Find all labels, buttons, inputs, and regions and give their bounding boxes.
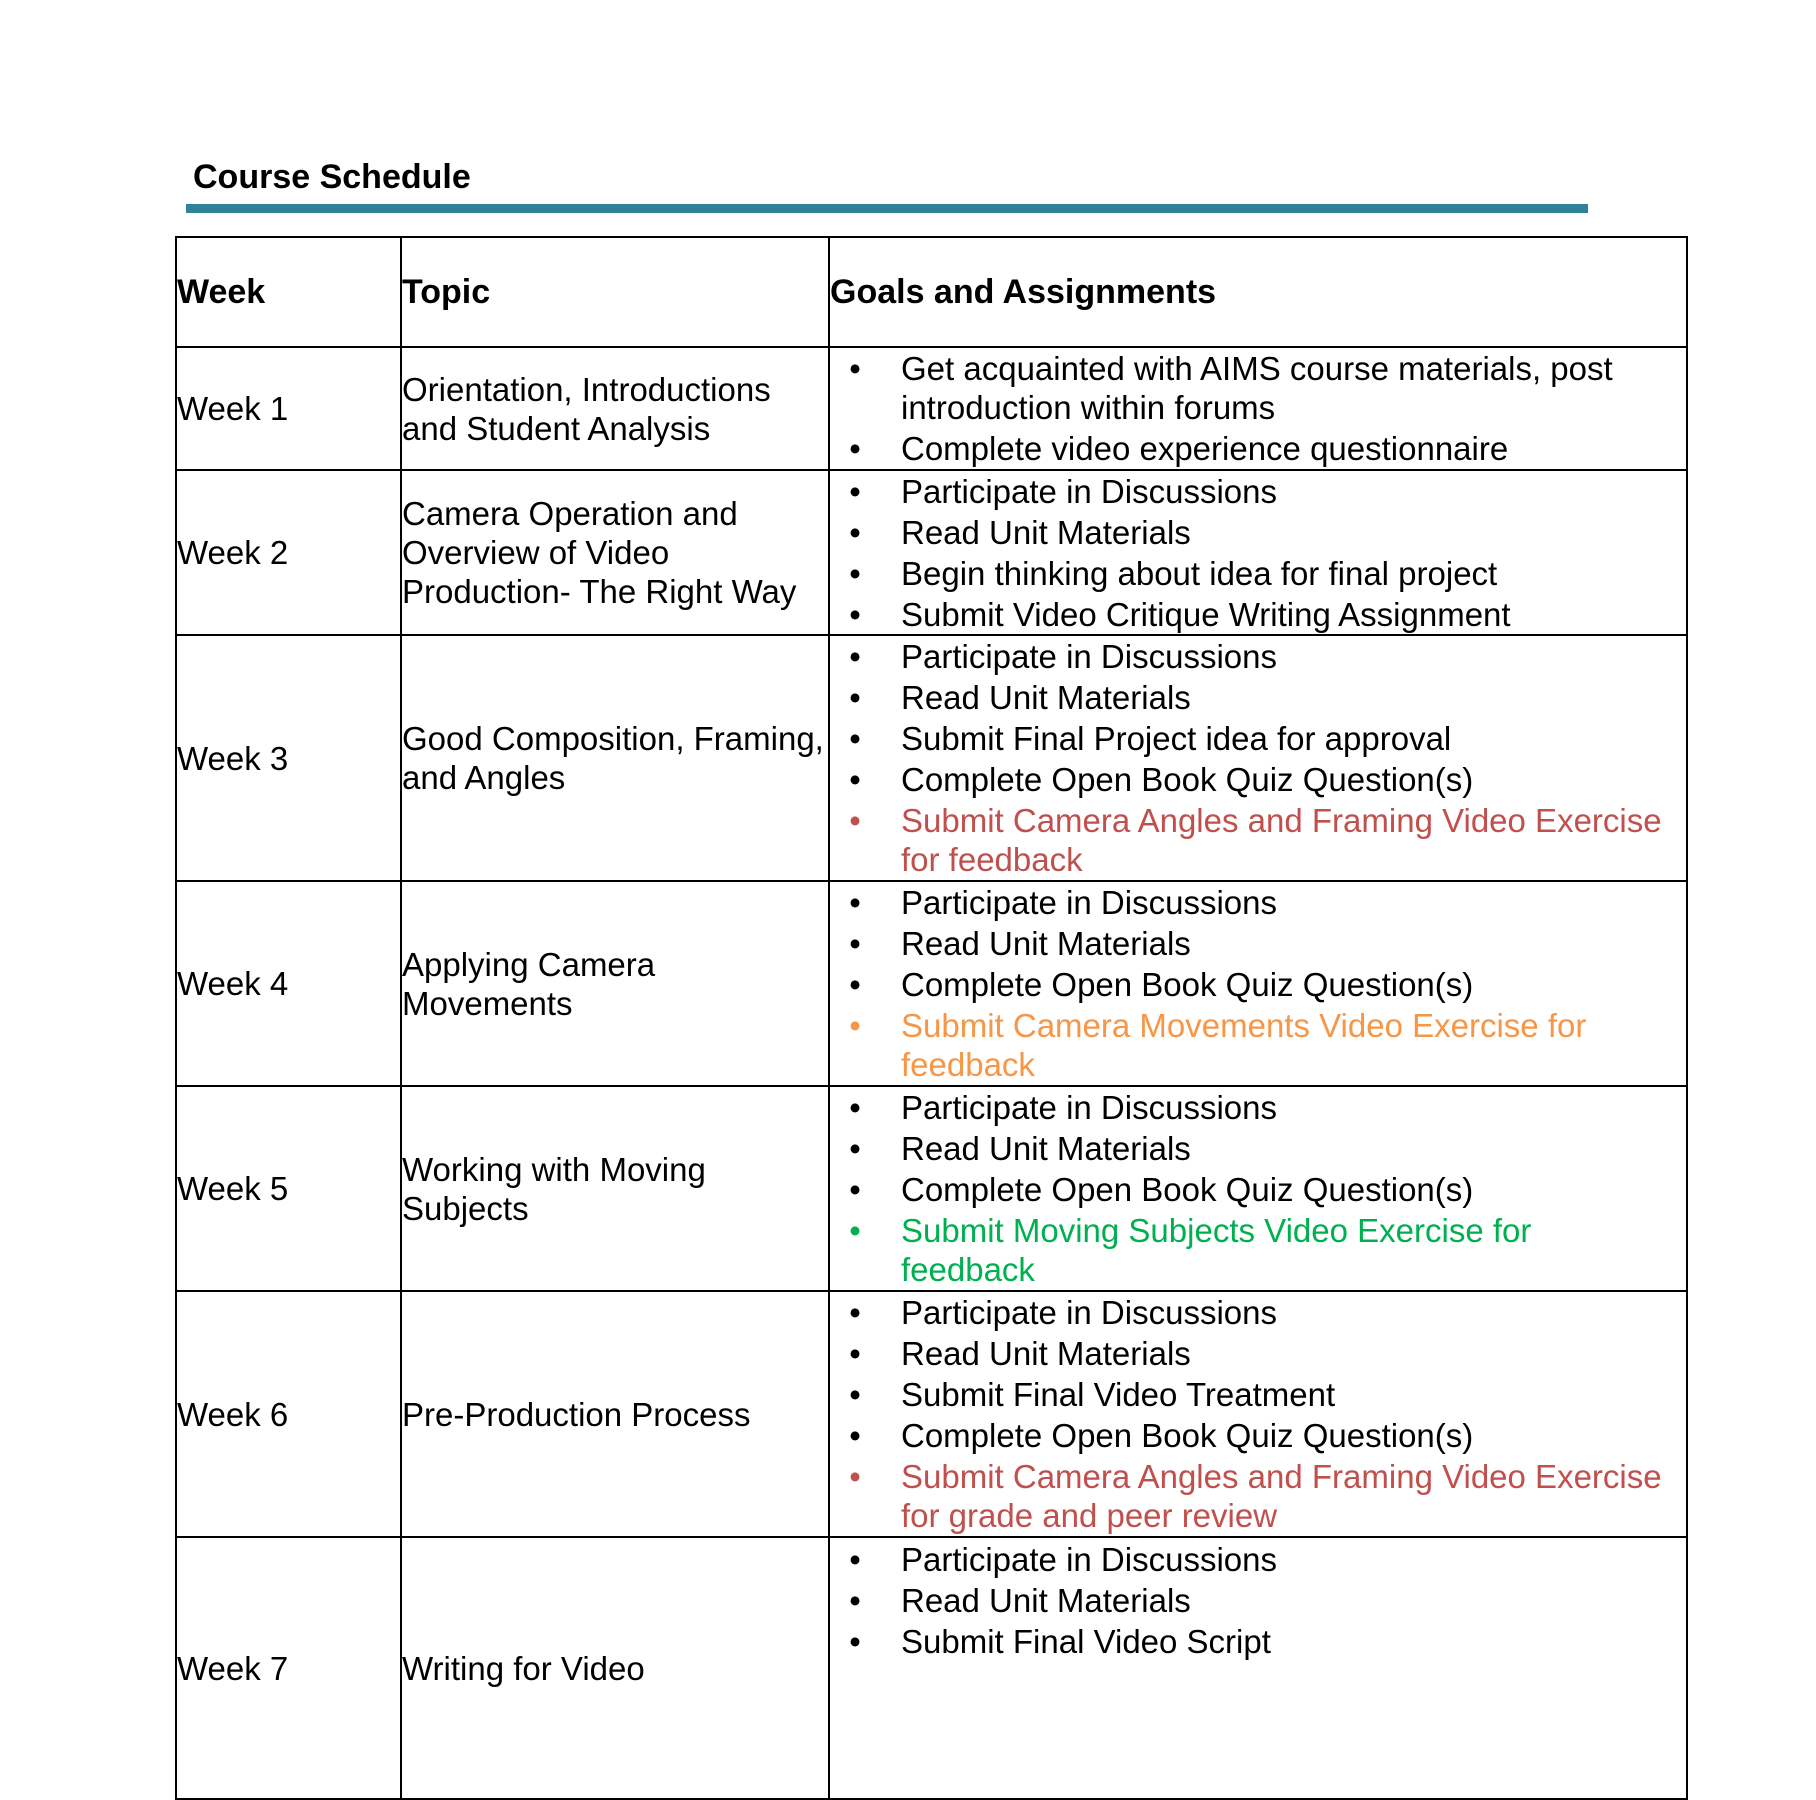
goal-item — [845, 1006, 1666, 1084]
table-row — [176, 347, 1687, 470]
goal-item — [845, 1457, 1666, 1535]
topic-cell: Applying Camera Movements — [401, 881, 829, 1086]
table-row — [176, 881, 1687, 1086]
goal-text: Participate in Discussions — [901, 638, 1277, 675]
goal-text: Read Unit Materials — [901, 679, 1191, 716]
bullet-icon: • — [849, 1541, 861, 1578]
goals-list — [830, 1538, 1686, 1661]
bullet-icon: • — [849, 1294, 861, 1331]
header-topic: Topic — [401, 237, 829, 347]
goal-text: Submit Final Video Treatment — [901, 1376, 1336, 1413]
goal-text: Complete Open Book Quiz Question(s) — [901, 1171, 1474, 1208]
goal-item — [845, 1293, 1666, 1332]
week-cell: Week 4 — [176, 881, 401, 1086]
bullet-icon: • — [849, 1376, 861, 1413]
topic-cell: Orientation, Introductions and Student Analysis — [401, 347, 829, 470]
bullet-icon: • — [849, 350, 861, 387]
goal-item — [845, 429, 1666, 468]
bullet-icon: • — [849, 1417, 861, 1454]
goal-text: Get acquainted with AIMS course materials, post introduction within forums — [901, 350, 1613, 426]
goal-text: Submit Final Video Script — [901, 1623, 1271, 1660]
goal-text: Complete Open Book Quiz Question(s) — [901, 1417, 1474, 1454]
bullet-icon: • — [849, 884, 861, 921]
topic-cell: Good Composition, Framing, and Angles — [401, 635, 829, 881]
bullet-icon: • — [849, 1335, 861, 1372]
goal-item — [845, 719, 1666, 758]
bullet-icon: • — [849, 1582, 861, 1619]
goal-text: Submit Moving Subjects Video Exercise for feedback — [901, 1212, 1532, 1288]
goals-cell — [829, 470, 1687, 635]
bullet-icon: • — [849, 679, 861, 716]
week-cell: Week 2 — [176, 470, 401, 635]
bullet-icon: • — [849, 802, 861, 839]
goal-text: Participate in Discussions — [901, 1089, 1277, 1126]
table-row — [176, 635, 1687, 881]
goal-text: Participate in Discussions — [901, 1294, 1277, 1331]
goal-text: Submit Final Project idea for approval — [901, 720, 1452, 757]
goal-item — [845, 637, 1666, 676]
goals-cell — [829, 347, 1687, 470]
bullet-icon: • — [849, 1089, 861, 1126]
goal-item — [845, 1416, 1666, 1455]
bullet-icon: • — [849, 554, 861, 592]
goals-list — [830, 349, 1686, 468]
bullet-icon: • — [849, 925, 861, 962]
goal-item — [845, 760, 1666, 799]
course-schedule-table-container — [175, 236, 1686, 1687]
goal-item — [845, 554, 1666, 593]
bullet-icon: • — [849, 761, 861, 798]
bullet-icon: • — [849, 638, 861, 675]
goal-item — [845, 965, 1666, 1004]
goal-text: Participate in Discussions — [901, 1541, 1277, 1578]
goal-text: Participate in Discussions — [901, 884, 1277, 921]
goal-item — [845, 883, 1666, 922]
goal-item — [845, 1211, 1666, 1289]
goal-item — [845, 924, 1666, 963]
table-row — [176, 1291, 1687, 1537]
goal-text: Submit Camera Movements Video Exercise for feedback — [901, 1007, 1587, 1083]
topic-cell: Pre-Production Process — [401, 1291, 829, 1537]
bullet-icon: • — [849, 720, 861, 757]
table-header-row — [176, 237, 1687, 347]
goal-text: Begin thinking about idea for final project — [901, 554, 1498, 592]
week-cell: Week 5 — [176, 1086, 401, 1291]
goal-item — [845, 1334, 1666, 1373]
header-goals: Goals and Assignments — [829, 237, 1687, 347]
goal-item — [845, 349, 1666, 427]
goals-cell — [829, 1086, 1687, 1291]
topic-cell: Working with Moving Subjects — [401, 1086, 829, 1291]
bullet-icon: • — [849, 1623, 861, 1660]
goal-text: Submit Camera Angles and Framing Video Exercise for grade and peer review — [901, 1458, 1662, 1534]
bullet-icon: • — [849, 595, 861, 633]
goal-item — [845, 678, 1666, 717]
goal-text: Read Unit Materials — [901, 925, 1191, 962]
goals-cell — [829, 635, 1687, 881]
goals-list — [830, 883, 1686, 1084]
goal-text: Read Unit Materials — [901, 1582, 1191, 1619]
goal-item — [845, 1088, 1666, 1127]
goal-text: Read Unit Materials — [901, 513, 1191, 551]
header-week: Week — [176, 237, 401, 347]
goals-cell — [829, 1291, 1687, 1537]
week-cell: Week 1 — [176, 347, 401, 470]
goal-item — [845, 472, 1666, 511]
bullet-icon: • — [849, 1007, 861, 1044]
goal-text: Complete video experience questionnaire — [901, 430, 1509, 467]
table-body — [176, 347, 1687, 1799]
bullet-icon: • — [849, 966, 861, 1003]
topic-cell: Camera Operation and Overview of Video Production- The Right Way — [401, 470, 829, 635]
goals-list — [830, 1293, 1686, 1535]
goal-item — [845, 1581, 1666, 1620]
bullet-icon: • — [849, 430, 861, 467]
bullet-icon: • — [849, 1171, 861, 1208]
goal-item — [845, 801, 1666, 879]
heading-underline — [186, 204, 1588, 213]
goal-item — [845, 1129, 1666, 1168]
goal-item — [845, 1540, 1666, 1579]
goals-list — [830, 1088, 1686, 1289]
goal-text: Read Unit Materials — [901, 1335, 1191, 1372]
goal-text: Submit Camera Angles and Framing Video Exercise for feedback — [901, 802, 1662, 878]
bullet-icon: • — [849, 472, 861, 510]
goal-text: Submit Video Critique Writing Assignment — [901, 595, 1511, 633]
goals-list — [830, 637, 1686, 879]
table-row — [176, 1537, 1687, 1799]
bullet-icon: • — [849, 1458, 861, 1495]
bullet-icon: • — [849, 1212, 861, 1249]
table-row — [176, 470, 1687, 635]
goal-text: Read Unit Materials — [901, 1130, 1191, 1167]
course-schedule-table — [175, 236, 1688, 1800]
goal-item — [845, 1375, 1666, 1414]
goal-item — [845, 1170, 1666, 1209]
goals-cell — [829, 881, 1687, 1086]
goal-item — [845, 595, 1666, 634]
week-cell: Week 6 — [176, 1291, 401, 1537]
bullet-icon: • — [849, 1130, 861, 1167]
page-title: Course Schedule — [193, 158, 471, 196]
topic-cell: Writing for Video — [401, 1537, 829, 1799]
goal-item — [845, 513, 1666, 552]
goals-cell — [829, 1537, 1687, 1799]
goal-item — [845, 1622, 1666, 1661]
goals-list — [830, 472, 1686, 634]
goal-text: Complete Open Book Quiz Question(s) — [901, 966, 1474, 1003]
table-row — [176, 1086, 1687, 1291]
week-cell: Week 7 — [176, 1537, 401, 1799]
bullet-icon: • — [849, 513, 861, 551]
week-cell: Week 3 — [176, 635, 401, 881]
goal-text: Participate in Discussions — [901, 472, 1277, 510]
goal-text: Complete Open Book Quiz Question(s) — [901, 761, 1474, 798]
